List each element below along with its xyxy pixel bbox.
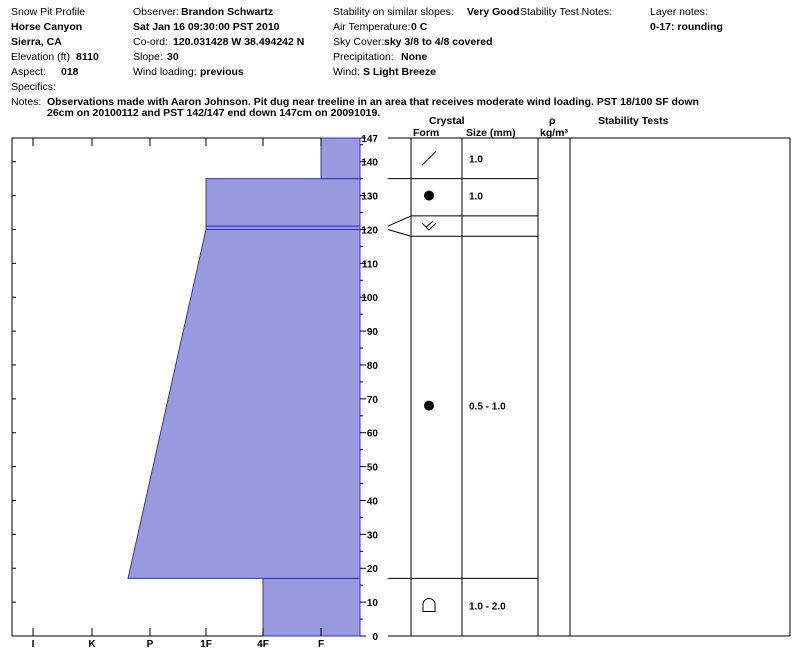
crystal-size-label: 1.0 - 2.0 (469, 601, 506, 613)
wind-loading-value: previous (200, 66, 244, 78)
precip-label: Precipitation: (333, 51, 394, 63)
height-tick-label: 140 (361, 157, 378, 169)
hardness-layer-2 (206, 226, 360, 229)
surface-hoar-stroke (426, 221, 433, 227)
height-tick-label: 90 (366, 327, 378, 339)
rounded-grain-icon (424, 191, 434, 201)
hardness-tick-label: 4F (257, 639, 269, 650)
slope-label: Slope: (133, 51, 163, 63)
notes-line-2: 26cm on 20100112 and PST 142/147 end down 147cm on 20091019. (47, 107, 381, 119)
aspect-value: 018 (61, 66, 79, 78)
height-tick-label: 130 (361, 191, 378, 203)
height-tick-label: 147 (361, 134, 378, 145)
aspect-label: Aspect: (11, 66, 47, 78)
slope-value: 30 (167, 51, 179, 63)
height-tick-label: 120 (361, 225, 378, 237)
observation-datetime: Sat Jan 16 09:30:00 PST 2010 (133, 21, 280, 33)
sky-cover-label: Sky Cover: (333, 36, 385, 48)
height-tick-label: 20 (366, 564, 378, 576)
wind-label: Wind: (333, 66, 360, 78)
hardness-tick-label: P (146, 639, 154, 650)
stability-slopes-value: Very Good (467, 6, 520, 18)
height-tick-label: 70 (366, 394, 378, 406)
height-tick-label: 0 (372, 632, 378, 643)
hardness-tick-label: 1F (200, 639, 212, 650)
hardness-tick-label: K (88, 639, 96, 650)
precip-value: None (401, 51, 428, 63)
density-header: ρ (549, 115, 556, 127)
crystal-size-label: 0.5 - 1.0 (469, 401, 506, 413)
stability-slopes-label: Stability on similar slopes: (333, 6, 454, 18)
observer-value: Brandon Schwartz (181, 6, 274, 18)
layer-boundary-connector (388, 229, 411, 236)
air-temp-value: 0 C (411, 21, 428, 33)
region: Sierra, CA (11, 36, 62, 48)
hardness-layer-3 (206, 179, 360, 226)
observer-label: Observer: (133, 6, 180, 18)
height-tick-label: 10 (366, 598, 378, 610)
height-tick-label: 60 (366, 428, 378, 440)
height-tick-label: 30 (366, 530, 378, 542)
wind-value: S Light Breeze (363, 66, 436, 78)
form-header: Form (413, 127, 440, 139)
notes-label: Notes: (11, 96, 42, 108)
coord-label: Co-ord: (133, 36, 169, 48)
depth-hoar-icon (423, 599, 435, 612)
crystal-header: Crystal (429, 115, 465, 127)
crystal-size-label: 1.0 (469, 154, 483, 166)
density-unit-header: kg/m³ (540, 127, 569, 139)
crystal-size-label: 1.0 (469, 191, 483, 203)
page-title: Snow Pit Profile (11, 6, 86, 18)
air-temp-label: Air Temperature: (333, 21, 411, 33)
wind-loading-label: Wind loading: (133, 66, 197, 78)
rounded-grain-icon (424, 401, 434, 411)
elevation-label: Elevation (ft) (11, 51, 70, 63)
location-name: Horse Canyon (11, 21, 83, 33)
height-tick-label: 40 (366, 496, 378, 508)
specifics-label: Specifics: (11, 81, 56, 93)
elevation-value: 8110 (76, 51, 99, 63)
stability-tests-header: Stability Tests (598, 115, 669, 127)
hardness-layer-4 (321, 138, 360, 179)
hardness-tick-label: I (31, 639, 35, 650)
layer-notes-value: 0-17: rounding (650, 21, 723, 33)
layer-notes-label: Layer notes: (650, 6, 708, 18)
height-tick-label: 50 (366, 462, 378, 474)
coord-value: 120.031428 W 38.494242 N (173, 36, 305, 48)
notes-line-1: Observations made with Aaron Johnson. Pit dug near treeline in an area that receives moderate wind loading. PST 18/100 SF down (47, 96, 699, 108)
hardness-layer-0 (263, 578, 360, 636)
height-tick-label: 100 (361, 293, 378, 305)
size-header: Size (mm) (466, 127, 516, 139)
hardness-tick-label: F (317, 639, 325, 650)
height-tick-label: 80 (366, 360, 378, 372)
layer-boundary-connector (388, 216, 411, 226)
sky-cover-value: sky 3/8 to 4/8 covered (384, 36, 493, 48)
stability-test-notes-label: Stability Test Notes: (520, 6, 613, 18)
decomposing-fragment-icon (422, 151, 436, 165)
height-tick-label: 110 (361, 259, 378, 271)
